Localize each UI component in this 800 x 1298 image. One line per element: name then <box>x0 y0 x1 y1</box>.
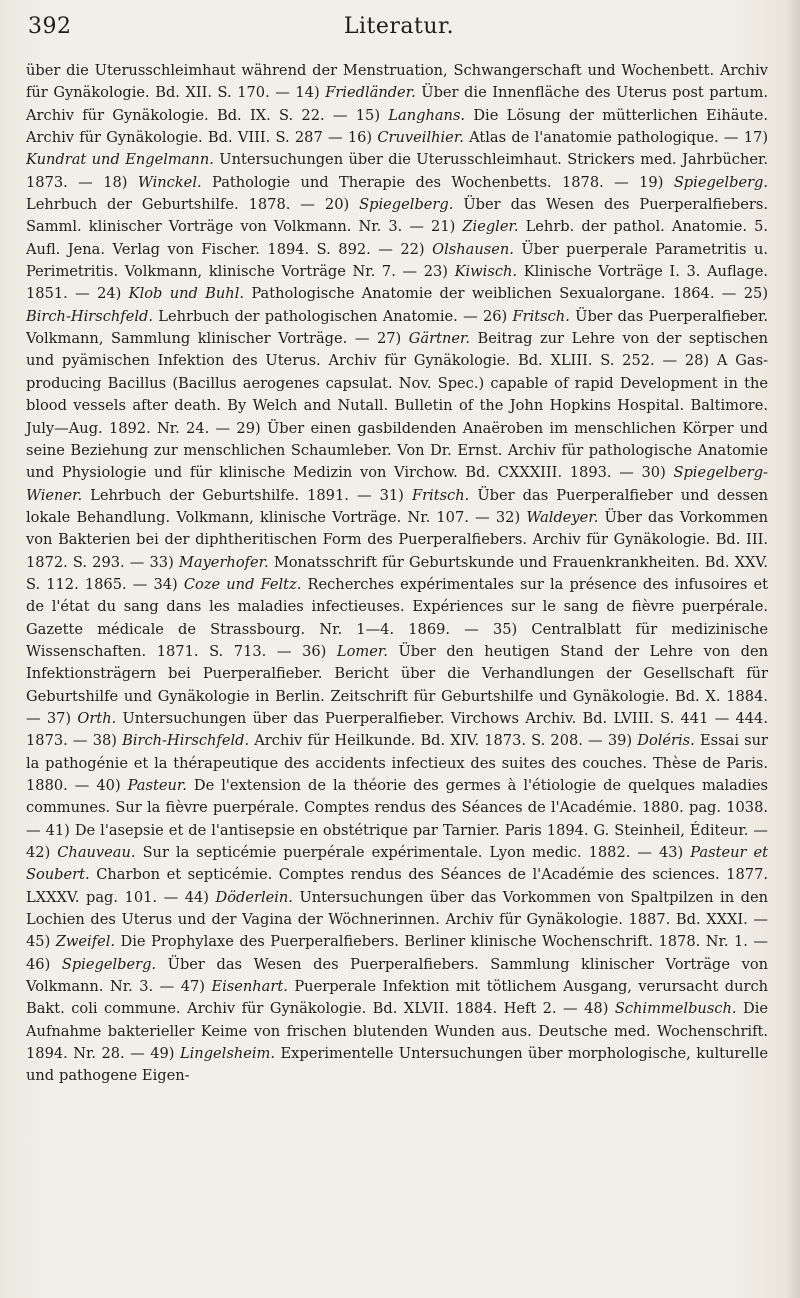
reference-text: Untersuchungen über die Uterusschleimhaut. Strickers med. Jahrbücher. 1873. — <box>26 151 768 191</box>
reference-author: Ziegler. <box>462 218 519 236</box>
reference-author: Doléris. <box>637 732 695 750</box>
reference-author: Pasteur. <box>127 777 187 794</box>
reference-author: Fritsch. <box>411 486 470 504</box>
reference-text: Archiv für Heilkunde. Bd. XIV. 1873. S. 208. — <box>254 732 603 750</box>
running-title: Literatur. <box>343 14 455 39</box>
reference-text: Pathologie und Therapie des Wochenbetts. 1878. — <box>212 173 629 191</box>
reference-number: 43) <box>658 844 684 862</box>
reference-number: 18) <box>103 173 128 191</box>
reference-number: 47) <box>180 978 205 996</box>
reference-entry <box>46 822 768 839</box>
reference-text: Über das Wesen des Puerperalfiebers. Sammlung klinischer Vorträge von Volkmann. Nr. 3. — <box>26 955 769 996</box>
reference-text: Puerperale Infektion mit tötlichem Ausgang, verursacht durch Bakt. coli commune. Archiv für Gynäkologie. Bd. XLVII. 1884. Heft 2. — <box>26 978 769 1018</box>
reference-text: Über das Wesen des Puerperalfiebers. Samml. klinischer Vorträge von Volkmann. Nr. 3. — <box>26 196 769 236</box>
reference-author: Olshausen. <box>432 240 514 258</box>
bibliography-text <box>26 60 768 1088</box>
reference-author: Birch-Hirschfeld. <box>26 307 153 325</box>
reference-author: Spiegelberg. <box>61 955 157 973</box>
reference-number: 32) <box>495 508 521 526</box>
reference-number: 26) <box>482 307 508 325</box>
page-number: 392 <box>28 14 72 39</box>
reference-text: De l'extension de la théorie des germes à l'étiologie de quelques maladies communes. Sur la fièvre puerpérale. Comptes rendus des Séances de l'Académie. 1880. pag. 1038. — <box>26 777 769 839</box>
reference-text: Lehrb. der pathol. Anatomie. 5. Aufl. Jena. Verlag von Fischer. 1894. S. 892. — <box>26 218 768 258</box>
reference-number: 29) <box>236 419 261 437</box>
reference-text: Über die Innenfläche des Uterus post partum. Archiv für Gynäkologie. Bd. IX. S. 22. — <box>26 84 769 124</box>
reference-author: Birch-Hirschfeld. <box>122 732 250 750</box>
reference-entry <box>26 844 652 861</box>
reference-text: Centralblatt für medizinische Wissenschaften. 1871. S. 713. — <box>26 620 768 660</box>
reference-entry <box>348 129 739 146</box>
reference-number: 35) <box>492 620 518 638</box>
reference-text: Über den heutigen Stand der Lehre von den Infektionsträgern bei Puerperalfieber. Bericht über die Verhandlungen der Gesellschaft für Geburtshilfe und Gynäkologie in Berlin. Zeitschrift für Geburtshilfe und Gynäkologie. Bd. X. 1884. — <box>26 642 768 727</box>
reference-number: 28) <box>684 352 710 370</box>
reference-author: Kiwisch. <box>454 263 518 281</box>
reference-number: 39) <box>607 732 633 750</box>
reference-author: Winckel. <box>137 173 202 191</box>
reference-number: 24) <box>97 285 122 303</box>
reference-number: 38) <box>92 732 117 750</box>
reference-text: Die Prophylaxe des Puerperalfiebers. Berliner klinische Wochenschrift. 1878. Nr. 1. — <box>120 933 769 951</box>
reference-author: Lingelsheim. <box>179 1045 276 1063</box>
reference-text: Lehrbuch der Geburtshilfe. 1878. — <box>26 196 315 214</box>
reference-text: Monatsschrift für Geburtskunde und Frauenkrankheiten. Bd. XXV. S. 112. 1865. — <box>26 553 769 593</box>
reference-author: Lomer. <box>336 642 388 660</box>
reference-text: Über puerperale Parametritis u. Perimetritis. Volkmann, klinische Vorträge Nr. 7. — <box>26 240 769 281</box>
reference-number: 44) <box>184 888 209 906</box>
reference-author: Waldeyer. <box>526 508 599 526</box>
reference-author: Fritsch. <box>512 307 570 325</box>
reference-number: 36) <box>302 642 327 660</box>
reference-number: 34) <box>153 575 178 593</box>
reference-number: 48) <box>584 1000 609 1018</box>
reference-entry <box>103 174 629 191</box>
reference-number: 33) <box>149 553 174 571</box>
reference-number: 19) <box>639 173 664 191</box>
reference-number: 27) <box>376 330 402 348</box>
reference-author: Spiegelberg. <box>359 196 454 214</box>
reference-number: 14) <box>295 84 320 102</box>
continuation-text: über die Uterusschleimhaut während der Menstruation, Schwangerschaft und Wochenbett. Archiv für Gynäkologie. Bd. XII. S. 170. — <box>26 62 768 102</box>
reference-number: 23) <box>423 263 448 281</box>
reference-text: Über das Puerperalfieber. Volkmann, Sammlung klinischer Vorträge. — <box>26 307 768 348</box>
reference-author: Chauveau. <box>57 844 136 862</box>
reference-number: 21) <box>431 218 456 236</box>
reference-author: Gärtner. <box>408 330 470 348</box>
reference-entry <box>26 933 768 950</box>
reference-number: 41) <box>45 821 70 839</box>
reference-author: Pasteur et Soubert. <box>26 844 768 884</box>
reference-number: 17) <box>743 129 769 147</box>
reference-author: Döderlein. <box>215 888 293 906</box>
reference-text: Über einen gasbildenden Anaëroben im menschlichen Körper und seine Beziehung zur menschlichen Schaumleber. Von Dr. Ernst. Archiv für pathologische Anatomie und Physiologie und für klinische Medizin von Virchow. Bd. CXXXIII. 1893. — <box>26 419 769 482</box>
reference-paragraph <box>26 60 768 1088</box>
reference-text: Untersuchungen über das Puerperalfieber. Virchows Archiv. Bd. LVIII. S. 441 — 444. 1873. — <box>26 709 768 750</box>
reference-author: Schimmelbusch. <box>614 1000 737 1018</box>
reference-text: Über das Vorkommen von Bakterien bei der diphtheritischen Form des Puerperalfiebers. Archiv für Gynäkologie. Bd. III. 1872. S. 293. — <box>26 508 769 571</box>
reference-text: Charbon et septicémie. Comptes rendus des Séances de l'Académie des sciences. 1877. LXXXV. pag. 101. — <box>26 866 768 906</box>
reference-number: 31) <box>379 486 404 504</box>
reference-text: A Gas-producing Bacillus (Bacillus aerogenes capsulat. Nov. Spec.) capable of rapid Development in the blood vessels after death. By Welch and Nutall. Bulletin of the John Hopkins Hospital. Baltimore. July—Aug. 1892. Nr. 24. — <box>26 352 769 437</box>
reference-number: 37) <box>46 709 72 727</box>
reference-author: Spiegelberg. <box>673 173 769 191</box>
reference-text: Sur la septicémie puerpérale expérimentale. Lyon medic. 1882. — <box>142 844 652 862</box>
reference-number: 40) <box>96 777 121 794</box>
reference-text: De l'asepsie et de l'antisepsie en obstétrique par Tarnier. Paris 1894. G. Steinheil, Éditeur. — <box>74 821 769 839</box>
reference-author: Zweifel. <box>55 933 116 951</box>
reference-text: Experimentelle Untersuchungen über morphologische, kulturelle und pathogene Eigen- <box>26 1045 769 1085</box>
reference-text: Essai sur la pathogénie et la thérapeutique des accidents infectieux des suites des couches. Thèse de Paris. 1880. — <box>26 732 768 794</box>
reference-number: 49) <box>150 1045 175 1063</box>
reference-entry <box>97 285 736 302</box>
reference-author: Kundrat und Engelmann. <box>26 151 214 169</box>
reference-text: Lehrbuch der pathologischen Anatomie. — <box>158 307 478 325</box>
reference-number: 22) <box>400 240 425 258</box>
reference-entry <box>93 732 603 749</box>
reference-text: Die Aufnahme bakterieller Keime von frischen blutenden Wunden aus. Deutsche med. Wochenschrift. 1894. Nr. 28. — <box>26 1000 769 1063</box>
reference-text: Atlas de l'anatomie pathologique. — <box>469 129 739 147</box>
reference-number: 45) <box>26 933 51 951</box>
reference-text: Beitrag zur Lehre von der septischen und pyämischen Infektion des Uterus. Archiv für Gynäkologie. Bd. XLIII. S. 252. — <box>26 330 768 370</box>
reference-author: Friedländer. <box>325 84 416 102</box>
reference-author: Eisenhart. <box>211 978 288 996</box>
reference-number: 46) <box>26 955 51 973</box>
reference-text: Pathologische Anatomie der weiblichen Sexualorgane. 1864. — <box>251 285 737 303</box>
reference-number: 20) <box>324 196 350 214</box>
reference-number: 16) <box>347 129 373 147</box>
reference-number: 30) <box>641 464 666 482</box>
reference-author: Klob und Buhl. <box>128 285 245 303</box>
page-header <box>28 14 770 48</box>
reference-text: Klinische Vorträge I. 3. Auflage. 1851. — <box>26 263 769 303</box>
reference-author: Orth. <box>77 709 117 727</box>
reference-text: Recherches expérimentales sur la présence des infusoires et de l'état du sang dans les maladies infectieuses. Expériences sur le sang de fièvre puerpérale. Gazette médicale de Strassbourg. Nr. 1—4. 1869. — <box>26 575 768 638</box>
reference-author: Langhans. <box>388 106 466 124</box>
page-edge-shadow <box>786 0 800 1298</box>
reference-author: Spiegelberg-Wiener. <box>26 464 768 504</box>
reference-number: 42) <box>26 844 51 862</box>
reference-text: Lehrbuch der Geburtshilfe. 1891. — <box>90 486 372 504</box>
reference-text: Über das Puerperalfieber und dessen lokale Behandlung. Volkmann, klinische Vorträge. Nr. 107. — <box>26 486 768 526</box>
reference-number: 15) <box>355 106 381 124</box>
reference-text: Untersuchungen über das Vorkommen von Spaltpilzen in den Lochien des Uterus und der Vagina der Wöchnerinnen. Archiv für Gynäkologie. 1887. Bd. XXXI. — <box>26 888 768 929</box>
reference-text: Die Lösung der mütterlichen Eihäute. Archiv für Gynäkologie. Bd. VIII. S. 287 — <box>26 106 769 147</box>
reference-author: Cruveilhier. <box>377 129 464 147</box>
reference-author: Mayerhofer. <box>178 553 269 571</box>
reference-number: 25) <box>743 285 769 303</box>
reference-author: Coze und Feltz. <box>183 575 302 593</box>
